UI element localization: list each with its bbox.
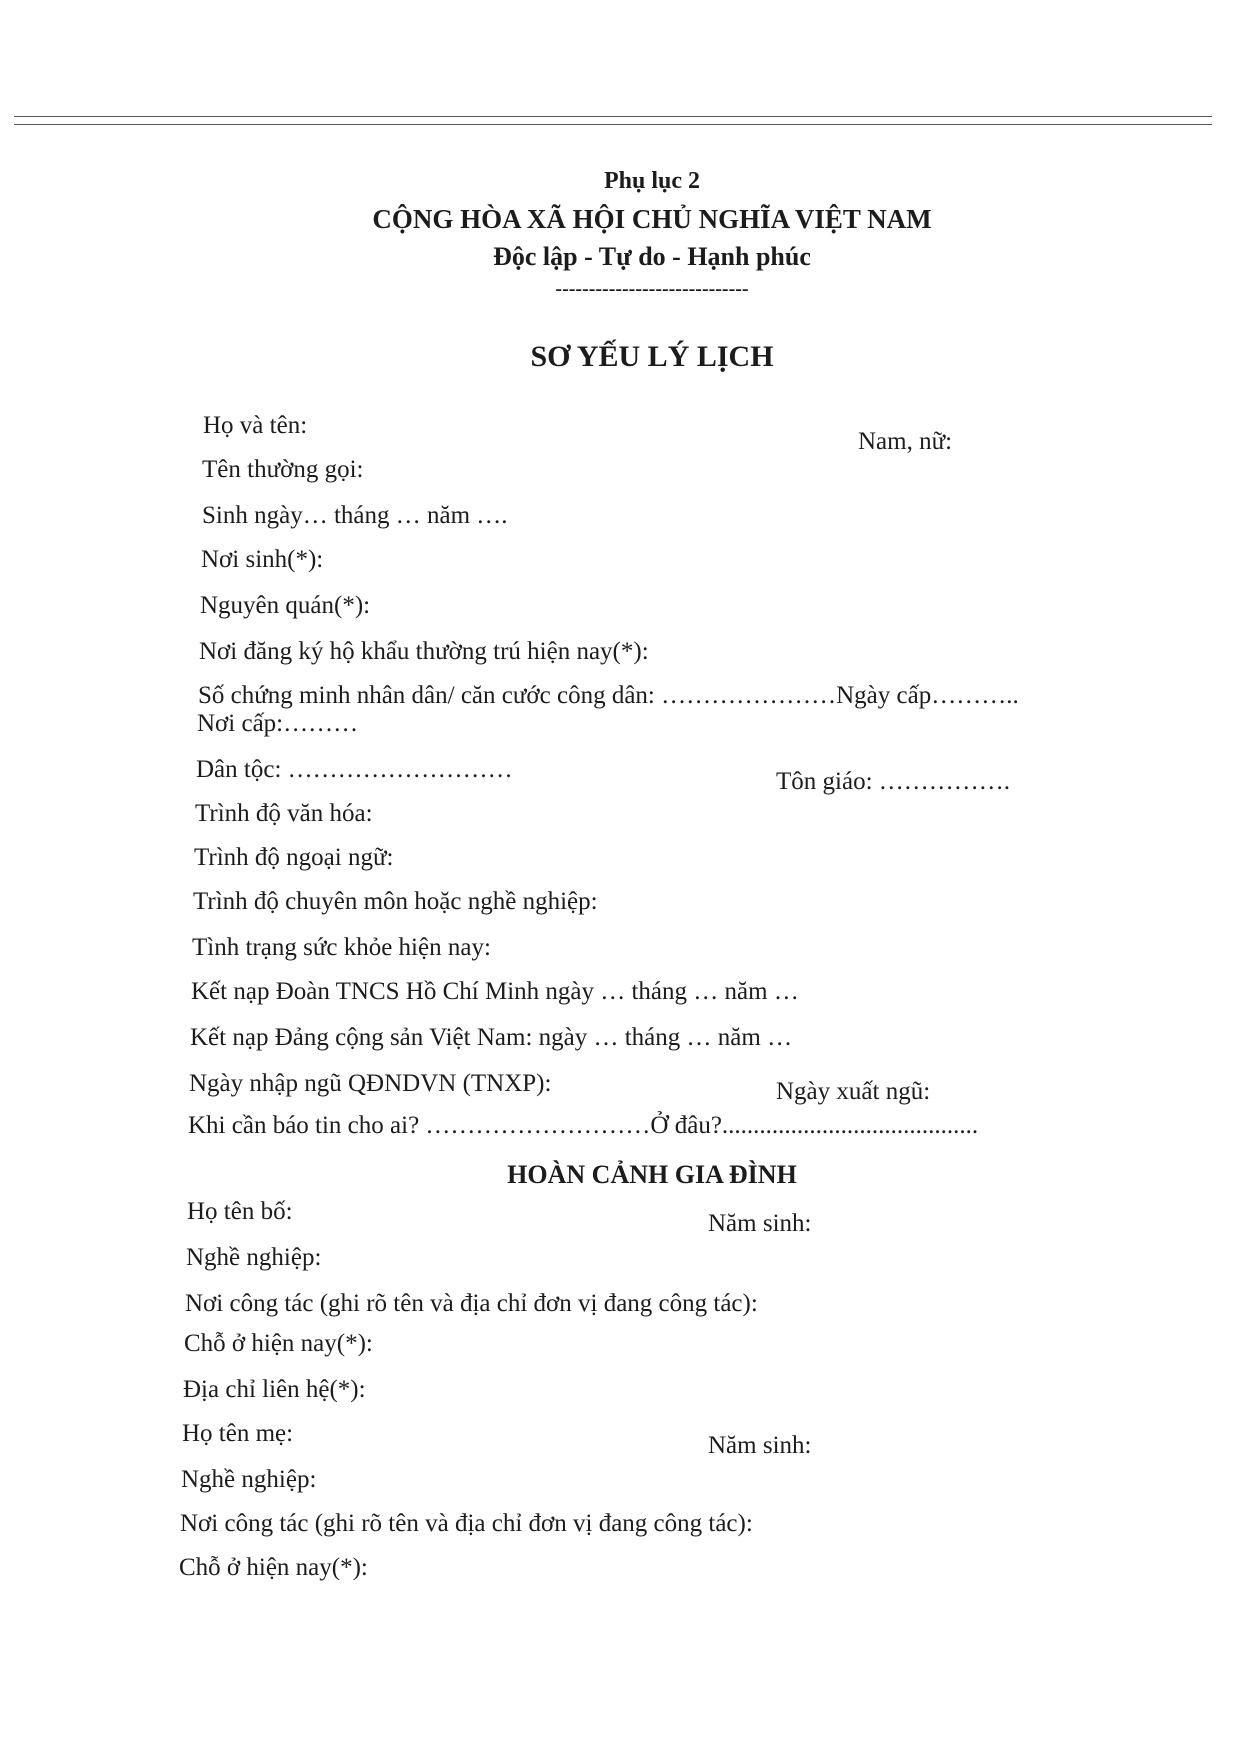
mother-occupation-field: Nghề nghiệp: bbox=[181, 1466, 317, 1493]
document-title: SƠ YẾU LÝ LỊCH bbox=[530, 340, 774, 373]
father-birth-year-field: Năm sinh: bbox=[708, 1210, 812, 1237]
father-workplace-field: Nơi công tác (ghi rõ tên và địa chỉ đơn vị đang công tác): bbox=[185, 1290, 758, 1317]
father-occupation-field: Nghề nghiệp: bbox=[186, 1244, 322, 1271]
residence-field: Nơi đăng ký hộ khẩu thường trú hiện nay(*): bbox=[199, 638, 649, 665]
mother-name-field: Họ tên mẹ: bbox=[182, 1420, 294, 1447]
mother-residence-field: Chỗ ở hiện nay(*): bbox=[179, 1554, 368, 1581]
header-divider: ----------------------------- bbox=[555, 278, 749, 300]
motto: Độc lập - Tự do - Hạnh phúc bbox=[493, 242, 811, 271]
enlist-date-field: Ngày nhập ngũ QĐNDVN (TNXP): bbox=[189, 1070, 552, 1097]
top-rule bbox=[14, 116, 1212, 117]
education-field: Trình độ văn hóa: bbox=[195, 800, 373, 827]
religion-field: Tôn giáo: ……………. bbox=[776, 768, 1011, 795]
mother-workplace-field: Nơi công tác (ghi rõ tên và địa chỉ đơn vị đang công tác): bbox=[180, 1510, 753, 1537]
birth-date-field: Sinh ngày… tháng … năm …. bbox=[202, 502, 508, 529]
birth-place-field: Nơi sinh(*): bbox=[201, 546, 324, 573]
party-field: Kết nạp Đảng cộng sản Việt Nam: ngày … tháng … năm … bbox=[190, 1024, 793, 1051]
appendix-label: Phụ lục 2 bbox=[603, 168, 701, 194]
health-field: Tình trạng sức khỏe hiện nay: bbox=[192, 934, 491, 961]
nation-heading: CỘNG HÒA XÃ HỘI CHỦ NGHĨA VIỆT NAM bbox=[372, 204, 932, 234]
foreign-language-field: Trình độ ngoại ngữ: bbox=[194, 844, 394, 871]
family-section-title: HOÀN CẢNH GIA ĐÌNH bbox=[507, 1160, 797, 1189]
mother-birth-year-field: Năm sinh: bbox=[708, 1432, 812, 1459]
id-number-field: Số chứng minh nhân dân/ căn cước công dân: …………………Ngày cấp……….. bbox=[198, 682, 1019, 709]
notify-field: Khi cần báo tin cho ai? ………………………Ở đâu?......................................... bbox=[188, 1112, 979, 1139]
father-contact-field: Địa chỉ liên hệ(*): bbox=[183, 1376, 366, 1403]
full-name-field: Họ và tên: bbox=[203, 412, 308, 439]
common-name-field: Tên thường gọi: bbox=[202, 456, 364, 483]
top-rule-second bbox=[14, 124, 1212, 125]
profession-field: Trình độ chuyên môn hoặc nghề nghiệp: bbox=[193, 888, 598, 915]
father-residence-field: Chỗ ở hiện nay(*): bbox=[184, 1330, 373, 1357]
discharge-date-field: Ngày xuất ngũ: bbox=[776, 1078, 931, 1105]
hometown-field: Nguyên quán(*): bbox=[200, 592, 371, 619]
id-place-field: Nơi cấp:……… bbox=[197, 710, 359, 737]
ethnicity-field: Dân tộc: ……………………… bbox=[196, 756, 513, 783]
gender-field: Nam, nữ: bbox=[858, 428, 953, 455]
youth-union-field: Kết nạp Đoàn TNCS Hồ Chí Minh ngày … tháng … năm … bbox=[191, 978, 799, 1005]
father-name-field: Họ tên bố: bbox=[187, 1198, 293, 1225]
